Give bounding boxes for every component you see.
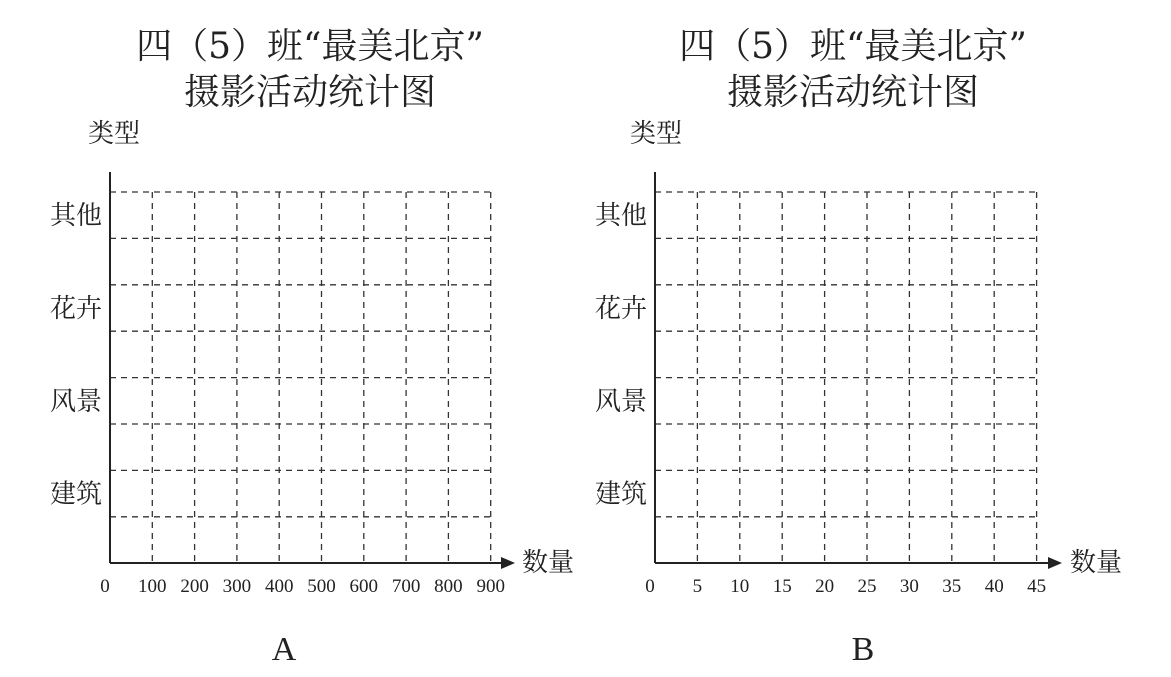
x-tick-label: 40	[984, 576, 1004, 597]
chart-title-line: 摄影活动统计图	[726, 72, 980, 113]
x-axis-arrow-icon	[1048, 557, 1062, 569]
x-tick-label: 600	[349, 576, 379, 597]
x-tick-label: 0	[100, 576, 110, 597]
chart-title-line: 四（5）班“最美北京”	[136, 26, 484, 67]
x-tick-label: 700	[391, 576, 421, 597]
category-label: 花卉	[594, 294, 647, 324]
x-tick-label: 800	[434, 576, 463, 597]
x-tick-label: 5	[692, 576, 703, 597]
x-tick-label: 15	[772, 576, 792, 597]
chart-title-line: 摄影活动统计图	[183, 72, 437, 113]
chart-title-line: 四（5）班“最美北京”	[679, 26, 1027, 67]
category-label: 风景	[49, 386, 102, 417]
x-tick-label: 45	[1027, 576, 1047, 597]
x-tick-label: 20	[815, 576, 835, 597]
y-axis-label: 类型	[630, 119, 683, 149]
x-tick-label: 500	[307, 576, 336, 597]
x-tick-label: 10	[730, 576, 750, 597]
x-axis-label: 数量	[1070, 548, 1123, 578]
x-axis-label: 数量	[522, 548, 575, 578]
x-tick-label: 35	[942, 576, 962, 597]
y-axis-label: 类型	[88, 119, 141, 149]
category-label: 其他	[49, 201, 102, 232]
x-tick-label: 30	[899, 576, 919, 597]
x-axis-arrow-icon	[501, 557, 515, 569]
category-label: 风景	[594, 386, 647, 417]
panel-label: A	[271, 631, 297, 668]
x-tick-label: 900	[476, 576, 505, 597]
category-label: 建筑	[49, 479, 102, 510]
chart-b	[595, 26, 1122, 668]
chart-a	[50, 26, 574, 668]
category-label: 建筑	[594, 479, 647, 510]
x-tick-label: 25	[857, 576, 877, 597]
x-tick-label: 200	[180, 576, 209, 597]
category-label: 其他	[594, 201, 647, 232]
panel-label: B	[851, 631, 875, 668]
category-label: 花卉	[49, 294, 102, 324]
x-tick-label: 400	[264, 576, 294, 597]
x-tick-label: 0	[645, 576, 655, 597]
x-tick-label: 300	[222, 576, 252, 597]
x-tick-label: 100	[138, 576, 167, 597]
